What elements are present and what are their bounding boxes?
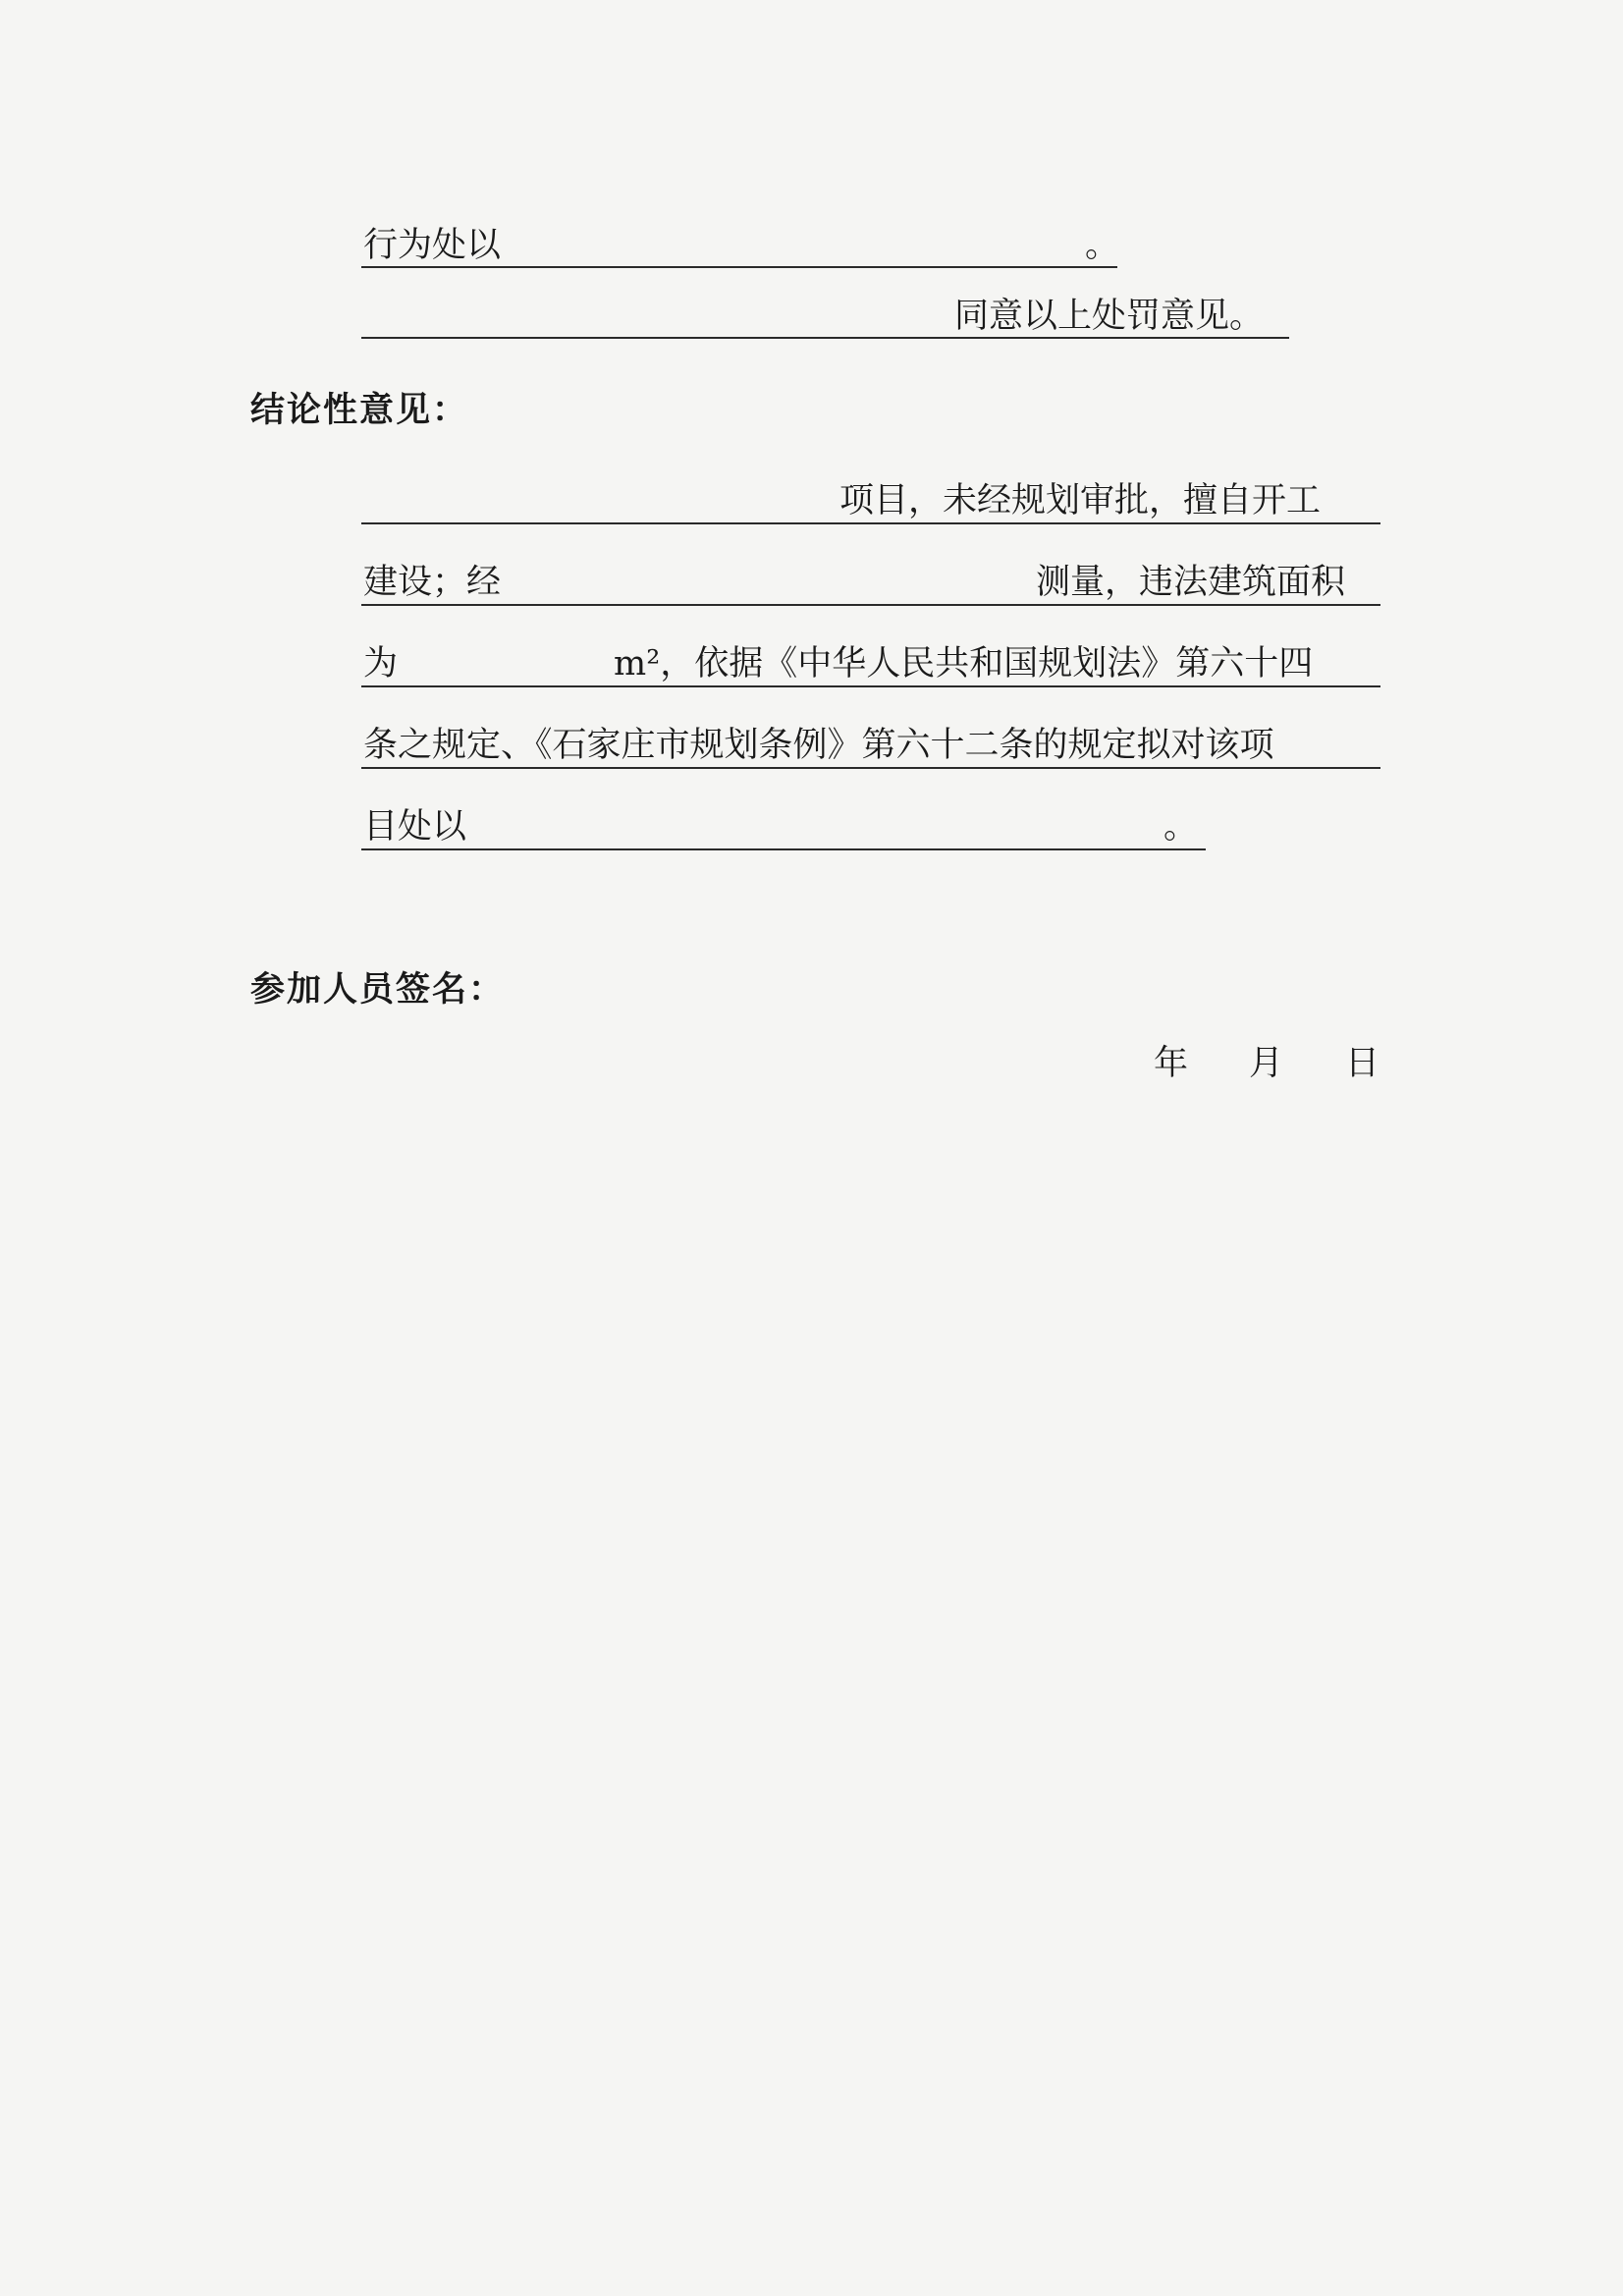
conclusion-line4-underline (361, 767, 1380, 769)
date-day-label: 日 (1345, 1044, 1380, 1083)
opinion-line2-text: 同意以上处罚意见。 (954, 297, 1265, 336)
conclusion-line3-underline (361, 685, 1380, 687)
conclusion-line1-underline (361, 522, 1380, 524)
conclusion-line2-text: 测量，违法建筑面积 (1036, 563, 1346, 602)
opinion-line1-underline (361, 266, 1117, 268)
date-year-label: 年 (1154, 1044, 1189, 1083)
opinion-line2-underline (361, 337, 1289, 339)
conclusion-line3-text: m²，依据《中华人民共和国规划法》第六十四 (614, 644, 1314, 683)
conclusion-line5-suffix: 。 (1163, 807, 1199, 847)
conclusion-heading: 结论性意见： (250, 391, 469, 430)
conclusion-line1-text: 项目，未经规划审批，擅自开工 (839, 481, 1322, 520)
conclusion-line3-prefix: 为 (363, 644, 399, 683)
signature-heading: 参加人员签名： (250, 970, 506, 1010)
date-month-label: 月 (1249, 1044, 1284, 1083)
opinion-line1-prefix: 行为处以 (363, 226, 502, 265)
conclusion-line5-underline (361, 848, 1206, 850)
conclusion-line2-underline (361, 604, 1380, 606)
conclusion-line5-prefix: 目处以 (363, 807, 467, 847)
conclusion-line2-prefix: 建设；经 (363, 563, 502, 602)
conclusion-line4-text: 条之规定、《石家庄市规划条例》第六十二条的规定拟对该项 (363, 726, 1274, 765)
opinion-line1-suffix: 。 (1085, 226, 1120, 265)
